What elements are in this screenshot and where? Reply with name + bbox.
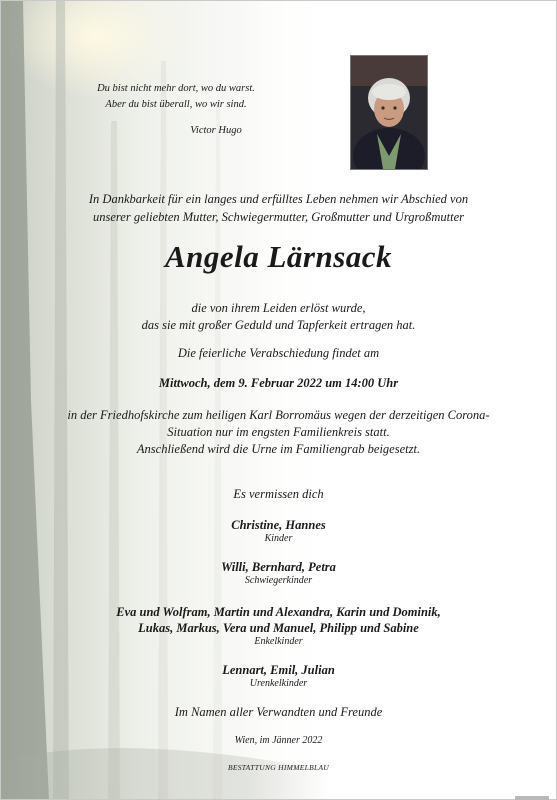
- quote-author: Victor Hugo: [190, 125, 242, 136]
- ceremony-intro: Die feierliche Verabschiedung findet am: [177, 346, 380, 360]
- ceremony-date: Mittwoch, dem 9. Februar 2022 um 14:00 Uhr: [158, 376, 399, 390]
- family-names: Lennart, Emil, Julian: [222, 663, 335, 677]
- family-names: Lukas, Markus, Vera und Manuel, Philipp und Sabine: [138, 621, 419, 635]
- family-relation: Kinder: [264, 533, 293, 544]
- family-relation: Schwiegerkinder: [244, 575, 313, 586]
- deceased-name: Angela Lärnsack: [164, 239, 393, 274]
- ceremony-line-2: Situation nur im engsten Familienkreis statt.: [167, 425, 390, 439]
- ceremony-line-1: in der Friedhofskirche zum heiligen Karl Borromäus wegen der derzeitigen Corona-: [67, 408, 490, 422]
- family-names: Eva und Wolfram, Martin und Alexandra, Karin und Dominik,: [116, 605, 441, 619]
- family-names: Willi, Bernhard, Petra: [221, 560, 336, 574]
- missed-by-heading: Es vermissen dich: [233, 487, 324, 501]
- family-names: Christine, Hannes: [231, 518, 326, 532]
- quote-line-2: Aber du bist überall, wo wir sind.: [105, 99, 247, 110]
- closing-line: Im Namen aller Verwandten und Freunde: [174, 705, 383, 719]
- ceremony-details: [1, 407, 556, 458]
- intro-text: [1, 190, 556, 226]
- quote-line-1: Du bist nicht mehr dort, wo du warst.: [97, 83, 255, 94]
- horizontal-scrollbar[interactable]: [515, 796, 549, 800]
- family-relation: Enkelkinder: [254, 636, 303, 647]
- portrait-photo: [350, 55, 428, 170]
- funeral-home: BESTATTUNG HIMMELBLAU: [227, 763, 330, 772]
- family-relation: Urenkelkinder: [249, 678, 308, 689]
- quote: [61, 81, 291, 113]
- intro-line-2: unserer geliebten Mutter, Schwiegermutter, Großmutter und Urgroßmutter: [92, 210, 465, 224]
- intro-line-1: In Dankbarkeit für ein langes und erfülltes Leben nehmen wir Abschied von: [88, 192, 469, 206]
- place-date: Wien, im Jänner 2022: [234, 735, 323, 746]
- suffering-line-1: die von ihrem Leiden erlöst wurde,: [191, 301, 366, 315]
- ceremony-line-3: Anschließend wird die Urne im Familiengrab beigesetzt.: [136, 442, 421, 456]
- portrait-image: [351, 56, 427, 169]
- suffering-text: [1, 300, 556, 334]
- suffering-line-2: das sie mit großer Geduld und Tapferkeit ertragen hat.: [141, 318, 416, 332]
